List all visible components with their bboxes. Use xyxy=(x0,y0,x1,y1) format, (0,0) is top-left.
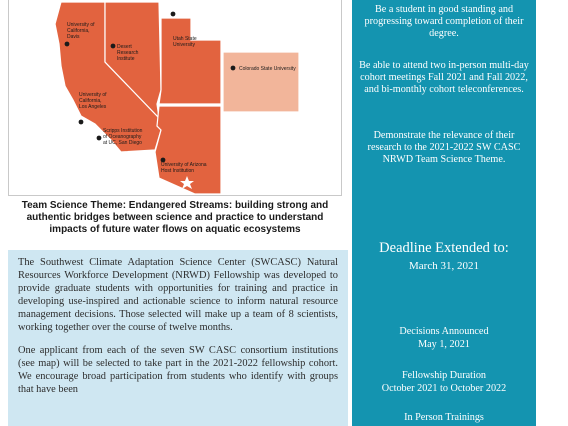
description-paragraph-2: One applicant from each of the seven SW CASC consortium institutions (see map) will be selected to take part in the 2021-2022 fellowship cohort. We encourage broad participation from students who identify with groups that have been xyxy=(18,345,338,395)
requirement-meetings: Be able to attend two in-person multi-day cohort meetings Fall 2021 and Fall 2022, and bi-monthly cohort teleconferences. xyxy=(359,60,529,95)
label-arizona: University of Arizona Host Institution xyxy=(161,162,207,174)
label-utah-state: Utah State University xyxy=(173,36,197,48)
consortium-map xyxy=(8,0,342,196)
duration-dates: October 2021 to October 2022 xyxy=(381,383,507,394)
colorado-region xyxy=(223,52,299,112)
label-desert-research: Desert Research Institute xyxy=(117,44,139,62)
theme-heading: Team Science Theme: Endangered Streams: building strong and authentic bridges between science and practice to understand impacts of future water flows on aquatic ecosystems xyxy=(21,200,329,235)
requirement-relevance: Demonstrate the relevance of their research to the 2021-2022 SW CASC NRWD Team Science Theme. xyxy=(367,130,521,165)
dot-colorado-state xyxy=(231,66,236,71)
trainings-label: In Person Trainings xyxy=(404,412,484,423)
label-ucla: University of California, Los Angeles xyxy=(79,92,107,110)
dot-ucla xyxy=(79,120,84,125)
dot-desert-research xyxy=(111,44,116,49)
description-box xyxy=(8,250,348,426)
dot-scripps xyxy=(97,136,102,141)
label-uc-davis: University of California, Davis xyxy=(67,22,95,40)
dot-uc-davis xyxy=(65,42,70,47)
label-colorado-state: Colorado State University xyxy=(239,66,296,72)
requirement-standing: Be a student in good standing and progressing toward completion of their degree. xyxy=(364,4,524,39)
requirements-sidebar xyxy=(352,0,536,426)
deadline-date: March 31, 2021 xyxy=(409,260,479,272)
decisions-label: Decisions Announced xyxy=(399,326,489,337)
label-scripps: Scripps Institution of Oceanography at UC, San Diego xyxy=(103,128,143,146)
dot-utah-state xyxy=(171,12,176,17)
duration-label: Fellowship Duration xyxy=(401,370,487,381)
utah-region xyxy=(159,18,221,104)
deadline-title: Deadline Extended to: xyxy=(379,240,509,256)
description-paragraph-1: The Southwest Climate Adaptation Science Center (SWCASC) Natural Resources Workforce Development (NRWD) Fellowship was developed to provide graduate students with opportunities for training and practice in developing use-inspired and actionable science to inform natural resource management decisions. Those selected will make up a team of 8 scientists, working together over the course of twelve months. xyxy=(18,257,338,333)
decisions-date: May 1, 2021 xyxy=(418,339,470,350)
